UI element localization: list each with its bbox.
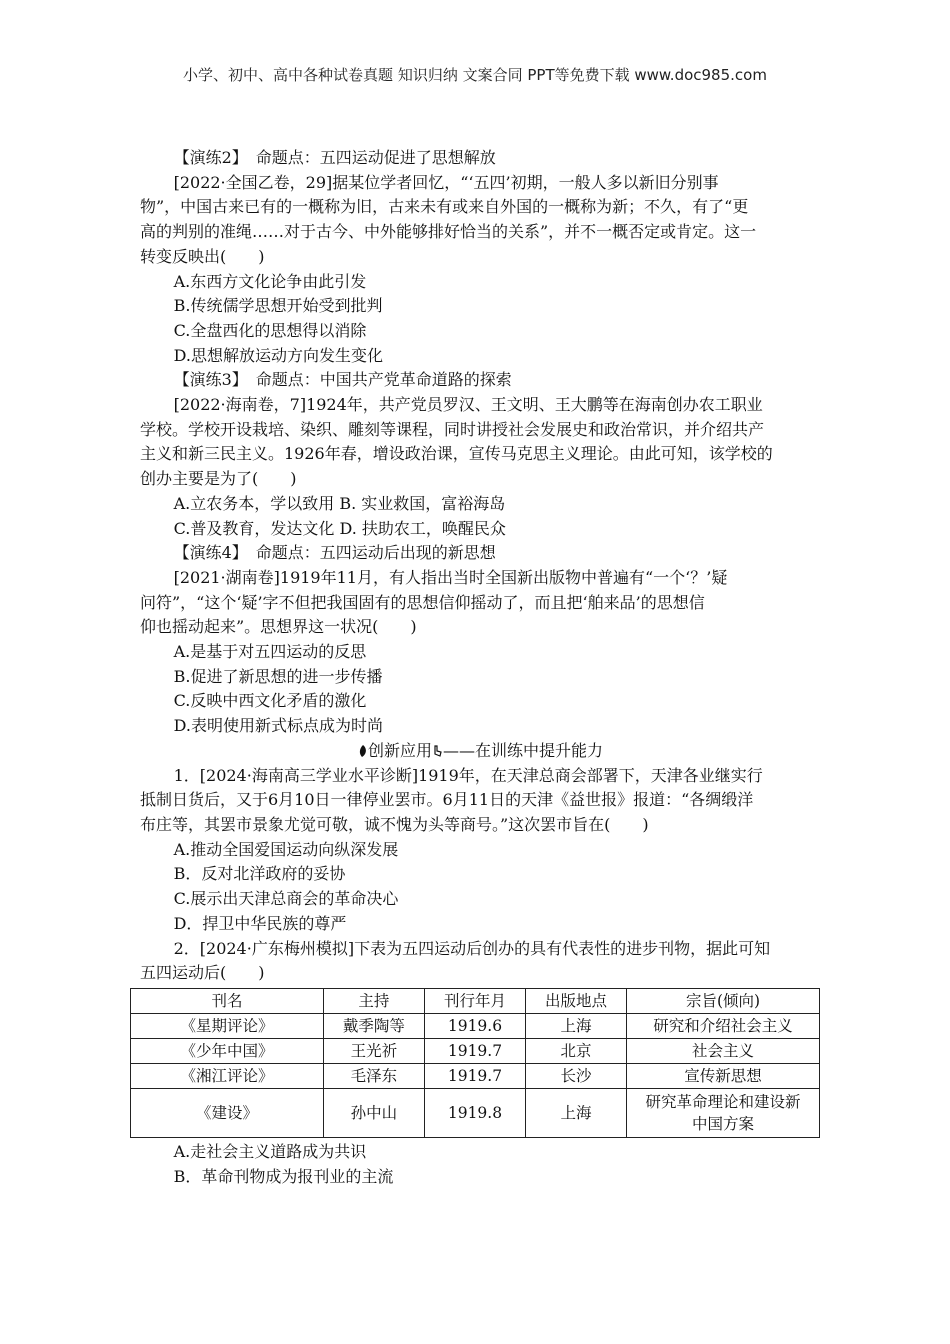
- table-cell: 王光祈: [323, 1038, 424, 1063]
- exercise-4-option-d: D.表明使用新式标点成为时尚: [173, 716, 383, 736]
- table-header-cell: 出版地点: [526, 988, 627, 1013]
- exercise-3-line: 主义和新三民主义。1926年春，增设政治课，宣传马克思主义理论。由此可知，该学校的: [140, 444, 773, 464]
- table-row: [131, 1088, 820, 1137]
- question-2-line: 五四运动后( ): [140, 963, 265, 983]
- exercise-2-title: 【演练2】 命题点：五四运动促进了思想解放: [173, 148, 496, 167]
- question-1-option-a: A.推动全国爱国运动向纵深发展: [173, 839, 399, 859]
- exercise-2-option-b: B.传统儒学思想开始受到批判: [173, 296, 383, 316]
- question-1-line: 1．[2024·海南高三学业水平诊断]1919年，在天津总商会部署下，天津各业继实行: [173, 765, 763, 785]
- table-cell: 《建设》: [131, 1088, 324, 1137]
- question-2-option-a: A.走社会主义道路成为共识: [173, 1141, 367, 1161]
- exercise-4-line: 问符”，“这个‘疑’字不但把我国固有的思想信仰摇动了，而且把‘舶来品’的思想信: [140, 592, 705, 612]
- exercise-2-option-c: C.全盘西化的思想得以消除: [173, 320, 367, 340]
- page-header: 小学、初中、高中各种试卷真题 知识归纳 文案合同 PPT等免费下载 www.doc985.com: [183, 66, 767, 84]
- exercise-4-line: [2021·湖南卷]1919年11月，有人指出当时全国新出版物中普遍有“一个‘？’疑: [173, 567, 728, 587]
- exercise-3-option-cd: C.普及教育，发达文化 D. 扶助农工，唤醒民众: [173, 518, 506, 538]
- document-body: [140, 146, 820, 1189]
- section-label: 创新应用: [367, 740, 432, 760]
- hand-icon: [432, 744, 443, 758]
- leaf-icon: [357, 744, 368, 758]
- question-2-line: 2．[2024·广东梅州模拟]下表为五四运动后创办的具有代表性的进步刊物，据此可知: [173, 938, 771, 958]
- table-cell: 上海: [526, 1013, 627, 1038]
- table-header-cell: 主持: [323, 988, 424, 1013]
- exercise-4-option-b: B.促进了新思想的进一步传播: [173, 666, 383, 686]
- table-cell: 孙中山: [323, 1088, 424, 1137]
- question-1-line: 布庄等，其罢市景象尤觉可敬，诚不愧为头等商号。”这次罢市旨在( ): [140, 814, 649, 834]
- table-cell: 1919.7: [424, 1038, 525, 1063]
- table-cell: 戴季陶等: [323, 1013, 424, 1038]
- table-cell: 研究革命理论和建设新中国方案: [627, 1088, 820, 1137]
- table-cell: 《湘江评论》: [131, 1063, 324, 1088]
- question-1-option-d: D．捍卫中华民族的尊严: [173, 913, 347, 933]
- exercise-2-line: [2022·全国乙卷，29]据某位学者回忆，“‘五四’初期，一般人多以新旧分别事: [173, 172, 719, 192]
- table-row: [131, 1013, 820, 1038]
- table-cell: 1919.6: [424, 1013, 525, 1038]
- question-1-option-c: C.展示出天津总商会的革命决心: [173, 889, 399, 909]
- exercise-3-line: [2022·海南卷，7]1924年，共产党员罗汉、王文明、王大鹏等在海南创办农工职业: [173, 395, 763, 415]
- question-1-option-b: B．反对北洋政府的妥协: [173, 864, 346, 884]
- table-row: [131, 1038, 820, 1063]
- section-heading: [140, 739, 820, 764]
- exercise-3-line: 创办主要是为了( ): [140, 469, 297, 489]
- question-2-option-b: B．革命刊物成为报刊业的主流: [173, 1166, 394, 1186]
- table-header-cell: 刊行年月: [424, 988, 525, 1013]
- exercise-2-option-d: D.思想解放运动方向发生变化: [173, 345, 383, 365]
- table-cell: 《星期评论》: [131, 1013, 324, 1038]
- table-cell: 研究和介绍社会主义: [627, 1013, 820, 1038]
- exercise-4-line: 仰也摇动起来”。思想界这一状况( ): [140, 617, 417, 637]
- exercise-4-title: 【演练4】 命题点：五四运动后出现的新思想: [173, 543, 496, 563]
- exercise-2-line: 高的判别的准绳……对于古今、中外能够排好恰当的关系”，并不一概否定或肯定。这一: [140, 222, 757, 242]
- table-cell: 1919.8: [424, 1088, 525, 1137]
- table-header-cell: 刊名: [131, 988, 324, 1013]
- table-cell: 社会主义: [627, 1038, 820, 1063]
- exercise-3-line: 学校。学校开设栽培、染织、雕刻等课程，同时讲授社会发展史和政治常识，并介绍共产: [140, 419, 765, 439]
- exercise-4-option-a: A.是基于对五四运动的反思: [173, 642, 367, 662]
- question-1-line: 抵制日货后，又于6月10日一律停业罢市。6月11日的天津《益世报》报道：“各绸缎洋: [140, 790, 754, 810]
- exercise-3-option-ab: A.立农务本，学以致用 B. 实业救国，富裕海岛: [173, 493, 506, 513]
- table-header-row: [131, 988, 820, 1013]
- periodicals-table: [130, 988, 820, 1138]
- table-row: [131, 1063, 820, 1088]
- exercise-2-option-a: A.东西方文化论争由此引发: [173, 271, 367, 291]
- table-cell: 北京: [526, 1038, 627, 1063]
- exercise-2-line: 物”，中国古来已有的一概称为旧，古来未有或来自外国的一概称为新；不久，有了“更: [140, 197, 749, 217]
- exercise-3-title: 【演练3】 命题点：中国共产党革命道路的探索: [173, 370, 512, 390]
- table-cell: 上海: [526, 1088, 627, 1137]
- section-suffix: ——在训练中提升能力: [443, 740, 604, 760]
- table-cell: 长沙: [526, 1063, 627, 1088]
- table-cell: 毛泽东: [323, 1063, 424, 1088]
- exercise-2-line: 转变反映出( ): [140, 246, 265, 266]
- table-cell: 宣传新思想: [627, 1063, 820, 1088]
- table-header-cell: 宗旨(倾向): [627, 988, 820, 1013]
- table-cell: 《少年中国》: [131, 1038, 324, 1063]
- table-cell: 1919.7: [424, 1063, 525, 1088]
- exercise-4-option-c: C.反映中西文化矛盾的激化: [173, 691, 367, 711]
